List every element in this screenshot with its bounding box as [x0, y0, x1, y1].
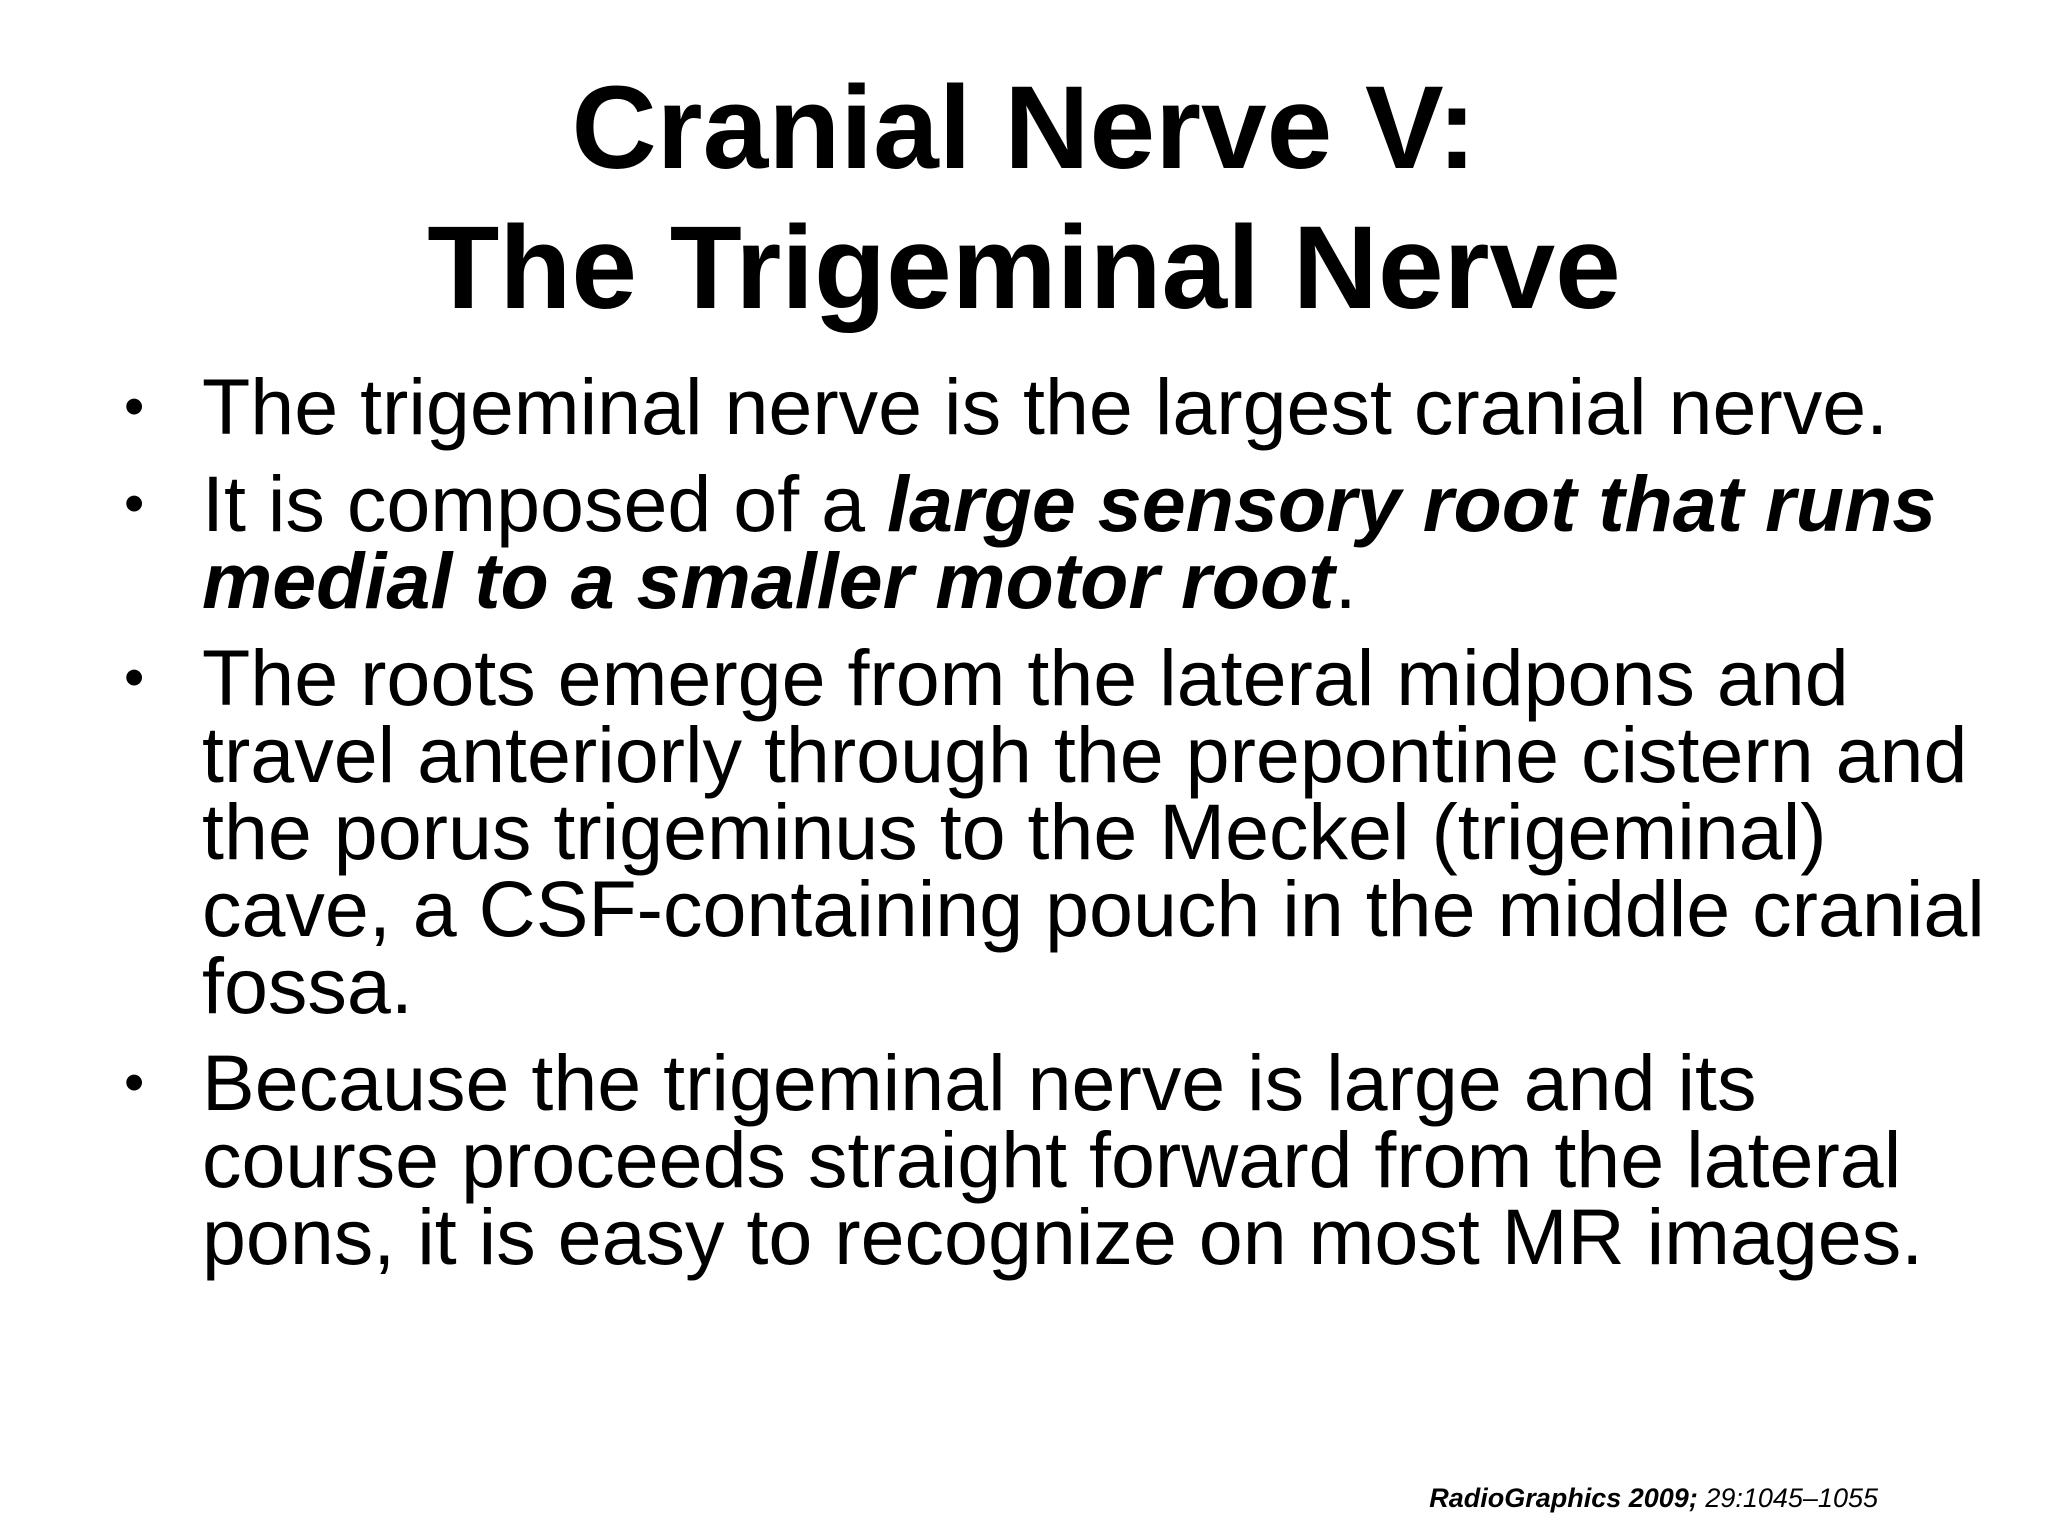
bullet-text-suffix: .: [1334, 536, 1357, 625]
bullet-item-composition: [0, 459, 2048, 625]
title-line-2: The Trigeminal Nerve: [427, 202, 1621, 334]
citation: [1429, 1481, 1878, 1515]
bullet-item-mr-recognition: [0, 1038, 2048, 1281]
bullet-icon: •: [124, 645, 145, 710]
bullet-text-prefix: It is composed of a: [202, 459, 888, 548]
citation-journal: RadioGraphics 2009;: [1429, 1483, 1698, 1513]
citation-reference: 29:1045–1055: [1697, 1483, 1878, 1513]
bullet-icon: •: [124, 471, 145, 536]
bullet-icon: •: [124, 1050, 145, 1115]
title-line-1: Cranial Nerve V:: [571, 62, 1477, 194]
bullet-item-roots-course: [0, 633, 2048, 1030]
bullet-text: Because the trigeminal nerve is large and its course proceeds straight forward from the lateral pons, it is easy to recognize on most MR images.: [202, 1038, 1924, 1281]
slide-title: [0, 58, 2048, 338]
bullet-icon: •: [124, 374, 145, 439]
bullet-list: [0, 362, 2048, 1281]
bullet-text: The trigeminal nerve is the largest cranial nerve.: [202, 362, 1889, 451]
bullet-item-largest-nerve: [0, 362, 2048, 451]
bullet-text: The roots emerge from the lateral midpons and travel anteriorly through the prepontine cistern and the porus trigeminus to the Meckel (trigeminal) cave, a CSF-containing pouch in the middle cranial fossa.: [202, 633, 1985, 1030]
bullet-text-emphasis: large sensory root that runs medial to a smaller motor root: [202, 459, 1937, 625]
